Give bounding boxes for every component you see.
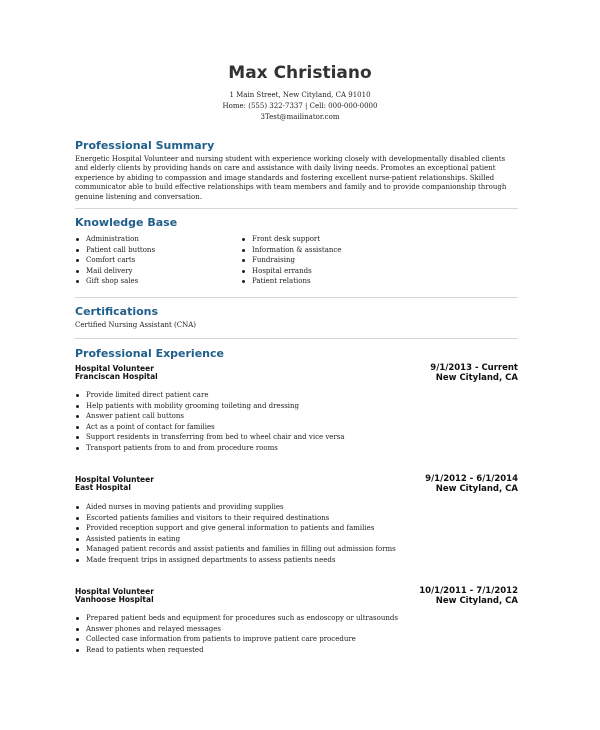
- job-location: New Cityland, CA: [435, 373, 518, 383]
- summary-text: Energetic Hospital Volunteer and nursing student with experience working closely with developmentally disabled clients and elderly clients by providing hands on care and assistance with daily living needs. Promotes an exceptional patient experience by abiding to compassion and image standards and fostering excellent nurse-patient relationships. Skilled communicator able to build effective relationships with team members and family and to provide companionship through genuine listening and conversation.: [75, 155, 507, 201]
- address-line: 1 Main Street, New Cityland, CA 91010: [229, 91, 371, 99]
- candidate-name: Max Christiano: [228, 63, 372, 83]
- list-item: Answer patient call buttons: [75, 411, 518, 422]
- certifications-heading: Certifications: [75, 305, 159, 318]
- list-item: Collected case information from patients to improve patient care procedure: [75, 634, 518, 645]
- job-bullet-list: [75, 390, 518, 454]
- list-item: Transport patients from to and from procedure rooms: [75, 443, 518, 454]
- list-item: Provide limited direct patient care: [75, 390, 518, 401]
- list-item: Made frequent trips in assigned departments to assess patients needs: [75, 555, 518, 566]
- job-employer: East Hospital: [75, 483, 131, 492]
- job-employer: Vanhoose Hospital: [75, 595, 154, 604]
- list-item: Answer phones and relayed messages: [75, 624, 518, 635]
- knowledge-heading: Knowledge Base: [75, 216, 178, 229]
- list-item: Administration: [75, 234, 235, 245]
- list-item: Front desk support: [241, 234, 441, 245]
- certification-item: Certified Nursing Assistant (CNA): [75, 321, 197, 329]
- list-item: Patient call buttons: [75, 245, 235, 256]
- job-dates: 10/1/2011 - 7/1/2012: [419, 586, 518, 596]
- list-item: Support residents in transferring from bed to wheel chair and vice versa: [75, 432, 518, 443]
- section-divider: [75, 338, 518, 339]
- list-item: Fundraising: [241, 255, 441, 266]
- list-item: Provided reception support and give general information to patients and families: [75, 523, 518, 534]
- job-header: [75, 475, 518, 495]
- list-item: Assisted patients in eating: [75, 534, 518, 545]
- job-dates: 9/1/2012 - 6/1/2014: [425, 474, 518, 484]
- section-divider: [75, 297, 518, 298]
- job-location: New Cityland, CA: [435, 596, 518, 606]
- job-dates: 9/1/2013 - Current: [430, 363, 518, 373]
- job-title: Hospital Volunteer: [75, 587, 154, 596]
- knowledge-list-right: [241, 234, 441, 287]
- job-bullet-list: [75, 613, 518, 655]
- job-location: New Cityland, CA: [435, 484, 518, 494]
- knowledge-list-left: [75, 234, 235, 287]
- job-header: [75, 587, 518, 607]
- email-line: 3Test@mailinator.com: [260, 113, 340, 121]
- section-divider: [75, 208, 518, 209]
- phone-line: Home: (555) 322-7337 | Cell: 000-000-0000: [222, 102, 378, 110]
- job-title: Hospital Volunteer: [75, 364, 154, 373]
- list-item: Comfort carts: [75, 255, 235, 266]
- experience-heading: Professional Experience: [75, 347, 224, 360]
- list-item: Act as a point of contact for families: [75, 422, 518, 433]
- job-bullet-list: [75, 502, 518, 566]
- list-item: Hospital errands: [241, 266, 441, 277]
- job-employer: Franciscan Hospital: [75, 372, 158, 381]
- list-item: Mail delivery: [75, 266, 235, 277]
- job-header: [75, 364, 518, 384]
- list-item: Read to patients when requested: [75, 645, 518, 656]
- list-item: Managed patient records and assist patients and families in filling out admission forms: [75, 544, 518, 555]
- list-item: Escorted patients families and visitors to their required destinations: [75, 513, 518, 524]
- list-item: Prepared patient beds and equipment for procedures such as endoscopy or ultrasounds: [75, 613, 518, 624]
- list-item: Help patients with mobility grooming toileting and dressing: [75, 401, 518, 412]
- list-item: Patient relations: [241, 276, 441, 287]
- list-item: Information & assistance: [241, 245, 441, 256]
- summary-heading: Professional Summary: [75, 139, 215, 152]
- list-item: Gift shop sales: [75, 276, 235, 287]
- list-item: Aided nurses in moving patients and providing supplies: [75, 502, 518, 513]
- job-title: Hospital Volunteer: [75, 475, 154, 484]
